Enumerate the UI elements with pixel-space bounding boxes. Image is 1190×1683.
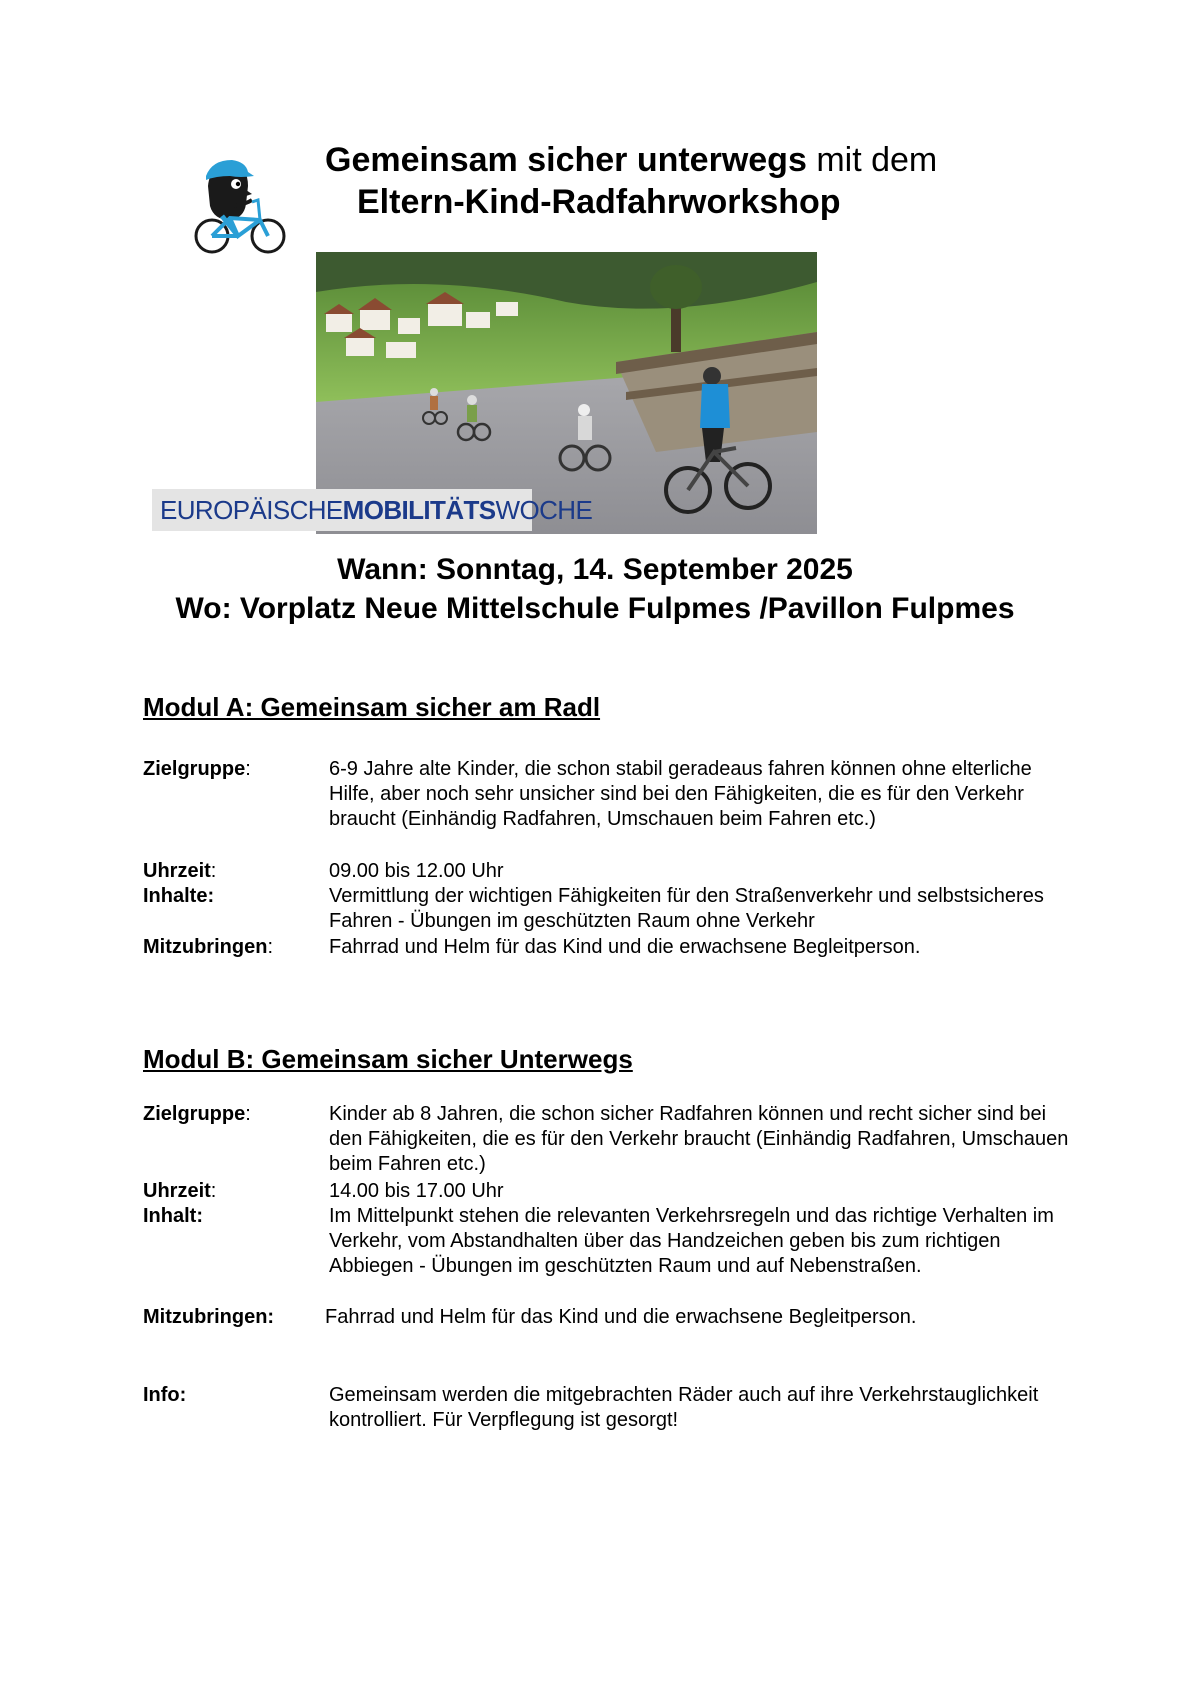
modul-b-mitzubringen: Fahrrad und Helm für das Kind und die erwachsene Begleitperson. [325,1306,917,1328]
modul-a-inhalte-label [143,885,214,908]
label-text: Mitzubringen: [143,1306,275,1328]
event-where: Wo: Vorplatz Neue Mittelschule Fulpmes /Pavillon Fulpmes [175,592,1015,625]
label-text: Mitzubringen [143,936,268,958]
modul-b-heading: Modul B: Gemeinsam sicher Unterwegs [143,1044,633,1074]
modul-a-heading: Modul A: Gemeinsam sicher am Radl [143,692,601,722]
cyclist-mascot-logo [190,156,290,260]
label-text: Inhalte: [143,885,215,907]
modul-b-inhalt-label [143,1205,203,1228]
modul-a-inhalte: Vermittlung der wichtigen Fähigkeiten für den Straßenverkehr und selbstsicheres Fahren - Übungen im geschützten Raum ohne Verkehr [329,885,1044,932]
modul-a-mitzubringen: Fahrrad und Helm für das Kind und die erwachsene Begleitperson. [329,936,921,958]
banner-part1: EUROPÄISCHE [160,494,343,525]
modul-b-uhrzeit-label: Uhrzeit: [143,1180,217,1202]
banner-part3: WOCHE [495,494,593,525]
label-text: Info: [143,1384,187,1406]
label-text: Uhrzeit [143,860,211,882]
title-bold: Gemeinsam sicher unterwegs [325,141,807,179]
modul-a-mitzubringen-label: Mitzubringen: [143,936,273,958]
modul-b-uhrzeit: 14.00 bis 17.00 Uhr [329,1180,504,1202]
page-title [325,141,937,180]
label-text: Zielgruppe [143,1103,246,1125]
modul-b-inhalt: Im Mittelpunkt stehen die relevanten Verkehrsregeln und das richtige Verhalten im Verkehr, vom Abstandhalten über das Handzeichen geben bis zum richtigen Abbiegen - Übungen im geschützten Raum und auf Nebenstraßen. [329,1205,1054,1277]
mobility-week-banner [152,489,593,531]
modul-b-zielgruppe-label: Zielgruppe: [143,1103,251,1125]
modul-a-uhrzeit: 09.00 bis 12.00 Uhr [329,860,504,882]
info-text: Gemeinsam werden die mitgebrachten Räder auch auf ihre Verkehrstauglichkeit kontrolliert. Für Verpflegung ist gesorgt! [329,1384,1039,1431]
banner-part2: MOBILITÄTS [342,494,496,525]
modul-a-zielgruppe-label: Zielgruppe: [143,758,251,780]
info-label [143,1384,186,1407]
label-text: Uhrzeit [143,1180,211,1202]
modul-b-mitzubringen-label [143,1306,274,1329]
page-subtitle: Eltern-Kind-Radfahrworkshop [357,183,841,221]
label-text: Zielgruppe [143,758,246,780]
title-rest: mit dem [806,141,938,179]
modul-b-zielgruppe: Kinder ab 8 Jahren, die schon sicher Radfahren können und recht sicher sind bei den Fähigkeiten, die es für den Verkehr braucht (Einhändig Radfahren, Umschauen beim Fahren etc.) [329,1103,1069,1175]
label-text: Inhalt: [143,1205,203,1227]
event-when: Wann: Sonntag, 14. September 2025 [337,553,853,586]
modul-a-uhrzeit-label: Uhrzeit: [143,860,217,882]
modul-a-zielgruppe: 6-9 Jahre alte Kinder, die schon stabil geradeaus fahren können ohne elterliche Hilfe, aber noch sehr unsicher sind bei den Fähigkeiten, die es für den Verkehr braucht (Einhändig Radfahren, Umschauen beim Fahren etc.) [329,758,1032,830]
